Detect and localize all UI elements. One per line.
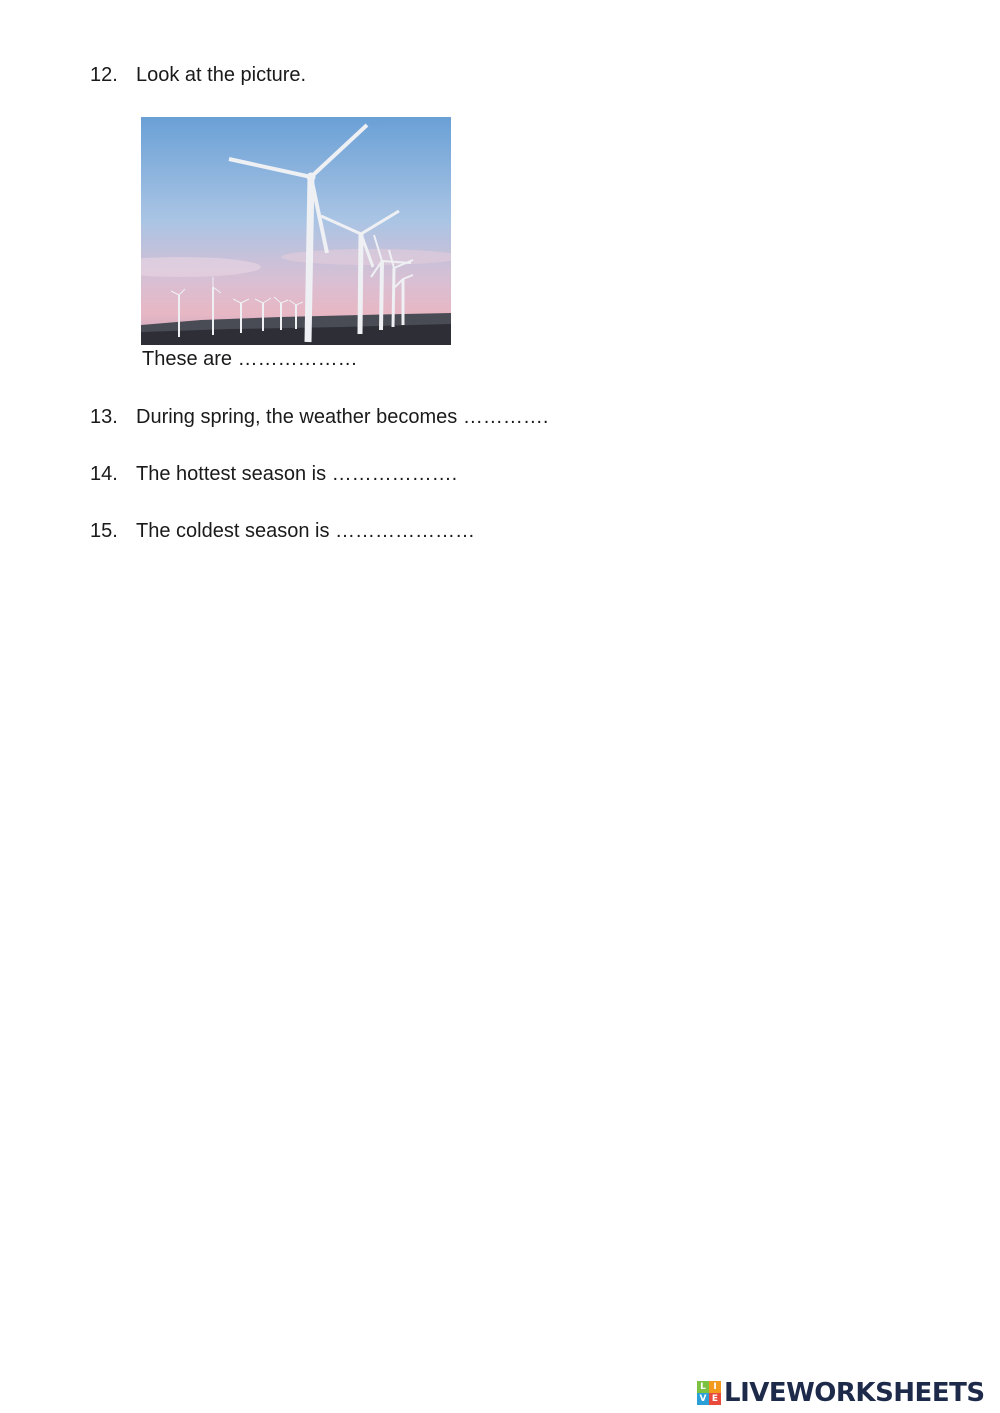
question-number: 13. [90, 406, 118, 428]
question-15 [90, 519, 475, 543]
logo-text: LIVEWORKSHEETS [724, 1378, 985, 1408]
question-13 [90, 405, 548, 429]
liveworksheets-logo [697, 1377, 985, 1409]
question-text: The coldest season is ………………… [136, 520, 475, 542]
picture-caption: These are ……………… [142, 348, 358, 370]
question-14 [90, 462, 457, 486]
question-12 [90, 63, 306, 87]
question-number: 15. [90, 520, 118, 542]
wind-turbines-photo [141, 117, 451, 345]
logo-mark-icon [697, 1381, 721, 1405]
logo-mark-letter: I [709, 1381, 721, 1393]
question-number: 12. [90, 64, 118, 86]
question-text: The hottest season is ………………. [136, 463, 458, 485]
logo-mark-letter: L [697, 1381, 709, 1393]
logo-mark-letter: E [709, 1393, 721, 1405]
logo-mark-letter: V [697, 1393, 709, 1405]
question-text: Look at the picture. [136, 64, 307, 86]
question-text: During spring, the weather becomes …………. [136, 406, 549, 428]
question-number: 14. [90, 463, 118, 485]
